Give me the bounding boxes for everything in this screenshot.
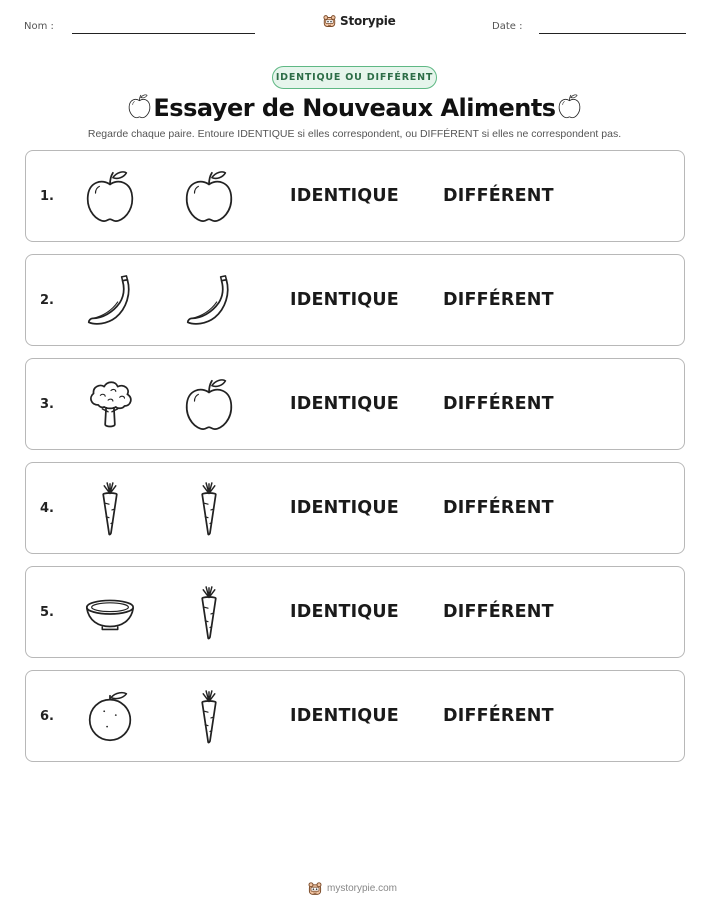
carrot-icon xyxy=(180,584,238,642)
page-title: Essayer de Nouveaux Aliments xyxy=(153,94,556,122)
option-different[interactable]: DIFFÉRENT xyxy=(443,498,554,518)
question-row xyxy=(25,358,685,450)
banana-icon xyxy=(180,272,238,330)
carrot-icon xyxy=(81,480,139,538)
question-number: 4. xyxy=(40,501,54,516)
footer xyxy=(307,880,397,896)
date-label: Date : xyxy=(492,21,523,32)
option-identique[interactable]: IDENTIQUE xyxy=(290,706,399,726)
date-line[interactable] xyxy=(539,33,686,34)
storypie-mascot-icon xyxy=(322,13,337,28)
apple-icon xyxy=(81,168,139,226)
carrot-icon xyxy=(180,480,238,538)
question-number: 1. xyxy=(40,189,54,204)
apple-icon xyxy=(556,93,583,120)
option-different[interactable]: DIFFÉRENT xyxy=(443,290,554,310)
option-identique[interactable]: IDENTIQUE xyxy=(290,498,399,518)
option-different[interactable]: DIFFÉRENT xyxy=(443,706,554,726)
apple-icon xyxy=(126,93,153,120)
worksheet-header xyxy=(0,0,709,50)
option-identique[interactable]: IDENTIQUE xyxy=(290,186,399,206)
orange-icon xyxy=(81,688,139,746)
option-different[interactable]: DIFFÉRENT xyxy=(443,394,554,414)
question-number: 2. xyxy=(40,293,54,308)
option-different[interactable]: DIFFÉRENT xyxy=(443,602,554,622)
option-different[interactable]: DIFFÉRENT xyxy=(443,186,554,206)
brand-logo xyxy=(322,13,396,28)
broccoli-icon xyxy=(81,376,139,434)
brand-name: Storypie xyxy=(340,13,396,28)
apple-icon xyxy=(180,376,238,434)
title-row xyxy=(0,91,709,125)
storypie-mascot-icon xyxy=(307,880,323,896)
worksheet-type-badge: IDENTIQUE OU DIFFÉRENT xyxy=(272,66,437,89)
banana-icon xyxy=(81,272,139,330)
option-identique[interactable]: IDENTIQUE xyxy=(290,290,399,310)
name-label: Nom : xyxy=(24,21,54,32)
name-line[interactable] xyxy=(72,33,255,34)
carrot-icon xyxy=(180,688,238,746)
option-identique[interactable]: IDENTIQUE xyxy=(290,602,399,622)
question-number: 3. xyxy=(40,397,54,412)
apple-icon xyxy=(180,168,238,226)
question-row xyxy=(25,254,685,346)
question-number: 5. xyxy=(40,605,54,620)
option-identique[interactable]: IDENTIQUE xyxy=(290,394,399,414)
instructions: Regarde chaque paire. Entoure IDENTIQUE si elles correspondent, ou DIFFÉRENT si elles ne correspondent pas. xyxy=(87,128,622,140)
question-row xyxy=(25,670,685,762)
question-row xyxy=(25,462,685,554)
footer-link[interactable]: mystorypie.com xyxy=(327,882,398,894)
question-row xyxy=(25,150,685,242)
question-number: 6. xyxy=(40,709,54,724)
question-row xyxy=(25,566,685,658)
bowl-icon xyxy=(81,584,139,642)
